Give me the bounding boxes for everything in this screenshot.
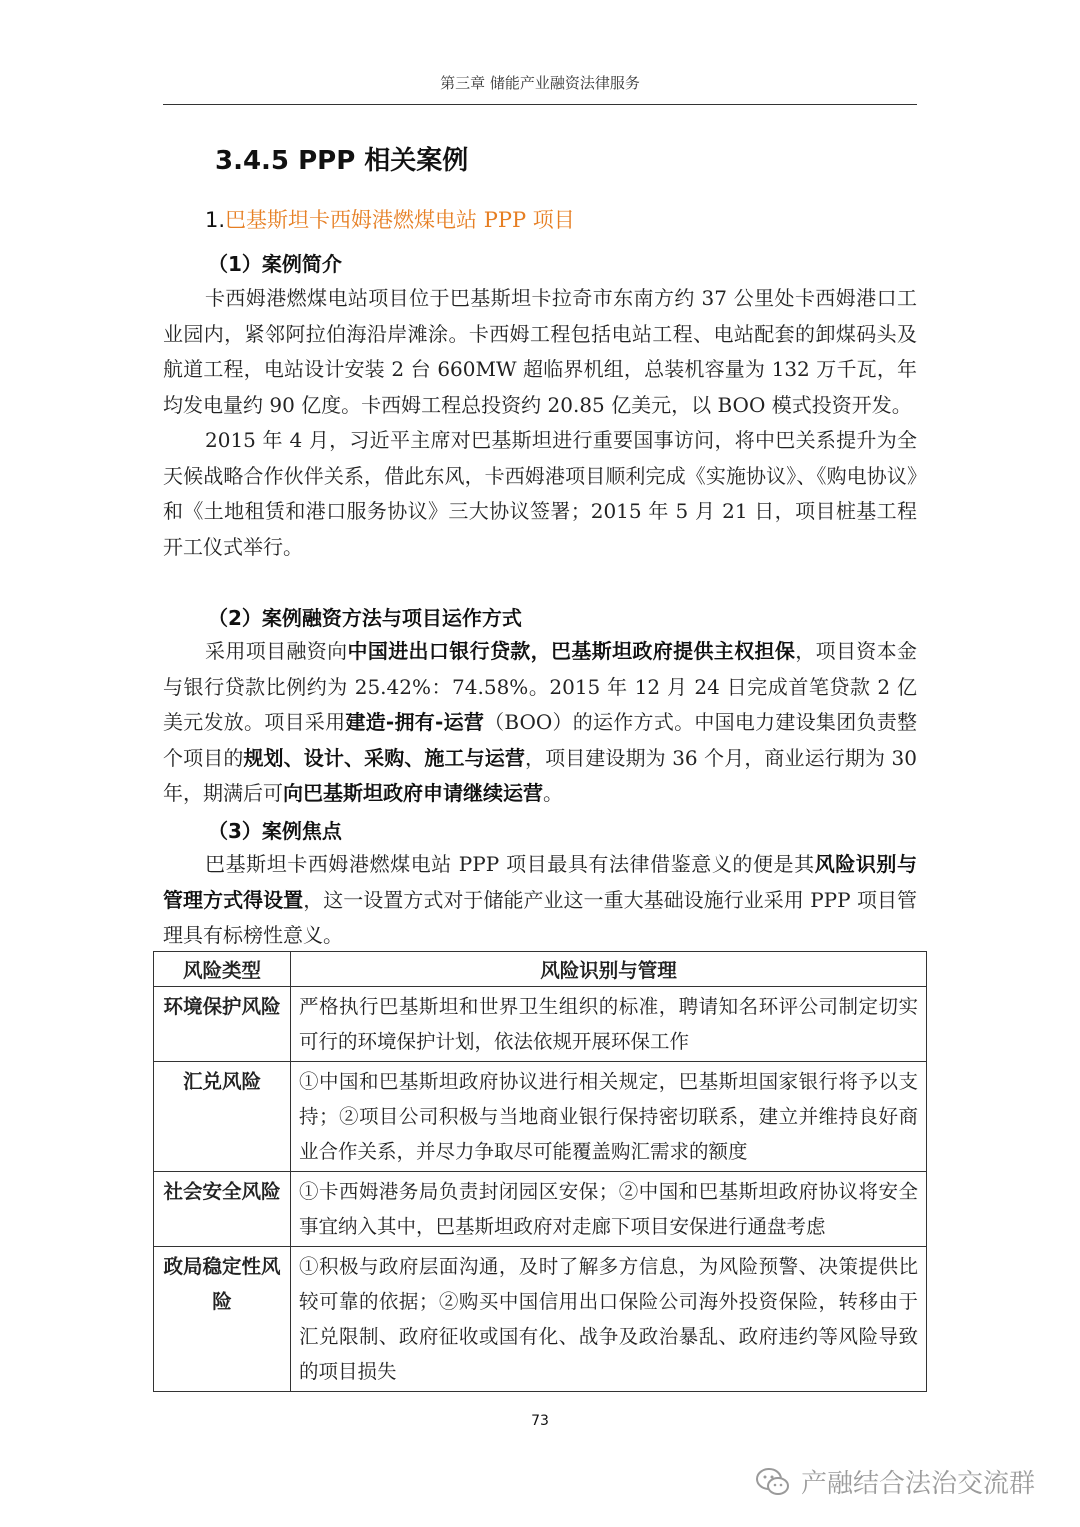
financing-body	[163, 634, 917, 812]
risk-desc-cell: ①中国和巴基斯坦政府协议进行相关规定，巴基斯坦国家银行将予以支持；②项目公司积极与当地商业银行保持密切联系，建立并维持良好商业合作关系，并尽力争取尽可能覆盖购汇需求的额度	[291, 1062, 927, 1172]
risk-desc-cell: ①积极与政府层面沟通，及时了解多方信息，为风险预警、决策提供比较可靠的依据；②购买中国信用出口保险公司海外投资保险，转移由于汇兑限制、政府征收或国有化、战争及政治暴乱、政府违约等风险导致的项目损失	[291, 1247, 927, 1392]
wechat-icon	[755, 1467, 791, 1497]
table-row	[154, 1247, 927, 1392]
watermark-text: 产融结合法治交流群	[801, 1469, 1036, 1499]
risk-type-cell: 汇兑风险	[154, 1062, 291, 1172]
financing-text-3: （BOO）的运作方式。中国电力建设集团负责整个项目的	[163, 710, 917, 770]
watermark	[755, 1463, 1035, 1500]
intro-body	[163, 281, 917, 565]
table-header-type: 风险类型	[154, 952, 291, 987]
table-row	[154, 1062, 927, 1172]
focus-body	[163, 847, 917, 954]
intro-paragraph-2: 2015 年 4 月，习近平主席对巴基斯坦进行重要国事访问，将中巴关系提升为全天候战略合作伙伴关系，借此东风，卡西姆港项目顺利完成《实施协议》、《购电协议》和《土地租赁和港口服务协议》三大协议签署；2015 年 5 月 21 日，项目桩基工程开工仪式举行。	[163, 428, 917, 559]
focus-bold-1: 风险识别与管理方式得设置	[163, 852, 917, 912]
page-number: 73	[531, 1413, 549, 1429]
table-header-management: 风险识别与管理	[291, 952, 927, 987]
financing-paragraph	[163, 634, 917, 812]
case-title-text: 巴基斯坦卡西姆港燃煤电站 PPP 项目	[225, 208, 575, 232]
financing-text-1: 采用项目融资向	[205, 639, 348, 663]
financing-bold-3: 规划、设计、采购、施工与运营	[243, 745, 525, 770]
focus-heading: （3）案例焦点	[208, 819, 342, 843]
case-title	[205, 204, 575, 234]
intro-heading: （1）案例简介	[208, 252, 342, 276]
case-number: 1.	[205, 208, 226, 232]
table-header-row	[154, 952, 927, 987]
financing-text-5: 。	[543, 781, 563, 805]
financing-heading: （2）案例融资方法与项目运作方式	[208, 606, 522, 630]
intro-paragraph-1: 卡西姆港燃煤电站项目位于巴基斯坦卡拉奇市东南方约 37 公里处卡西姆港口工业园内，紧邻阿拉伯海沿岸滩涂。卡西姆工程包括电站工程、电站配套的卸煤码头及航道工程，电站设计安装 2 台 660MW 超临界机组，总装机容量为 132 万千瓦，年均发电量约 90 亿度。卡西姆工程总投资约 20.85 亿美元，以 BOO 模式投资开发。	[163, 286, 917, 417]
risk-type-cell: 政局稳定性风险	[154, 1247, 291, 1392]
financing-bold-4: 向巴基斯坦政府申请继续运营	[283, 781, 543, 805]
table-row	[154, 987, 927, 1062]
risk-type-cell: 环境保护风险	[154, 987, 291, 1062]
risk-table	[153, 951, 927, 1392]
table-row	[154, 1172, 927, 1247]
risk-desc-cell: ①卡西姆港务局负责封闭园区安保；②中国和巴基斯坦政府协议将安全事宜纳入其中，巴基斯坦政府对走廊下项目安保进行通盘考虑	[291, 1172, 927, 1247]
financing-text-2: ，项目资本金与银行贷款比例约为 25.42%：74.58%。2015 年 12 月 24 日完成首笔贷款 2 亿美元发放。项目采用	[163, 639, 918, 734]
focus-paragraph	[163, 847, 917, 954]
risk-type-cell: 社会安全风险	[154, 1172, 291, 1247]
focus-text-2: ，这一设置方式对于储能产业这一重大基础设施行业采用 PPP 项目管理具有标榜性意义。	[163, 887, 918, 947]
page-header: 第三章 储能产业融资法律服务	[440, 74, 640, 92]
financing-text-4: ，项目建设期为 36 个月，商业运行期为 30 年，期满后可	[163, 745, 918, 805]
focus-text-1: 巴基斯坦卡西姆港燃煤电站 PPP 项目最具有法律借鉴意义的便是其	[205, 852, 815, 876]
risk-desc-cell: 严格执行巴基斯坦和世界卫生组织的标准，聘请知名环评公司制定切实可行的环境保护计划，依法依规开展环保工作	[291, 987, 927, 1062]
section-title: 3.4.5 PPP 相关案例	[215, 146, 469, 176]
financing-bold-2: 建造-拥有-运营	[345, 710, 485, 734]
header-divider	[163, 104, 917, 105]
financing-bold-1: 中国进出口银行贷款，巴基斯坦政府提供主权担保	[347, 639, 796, 663]
